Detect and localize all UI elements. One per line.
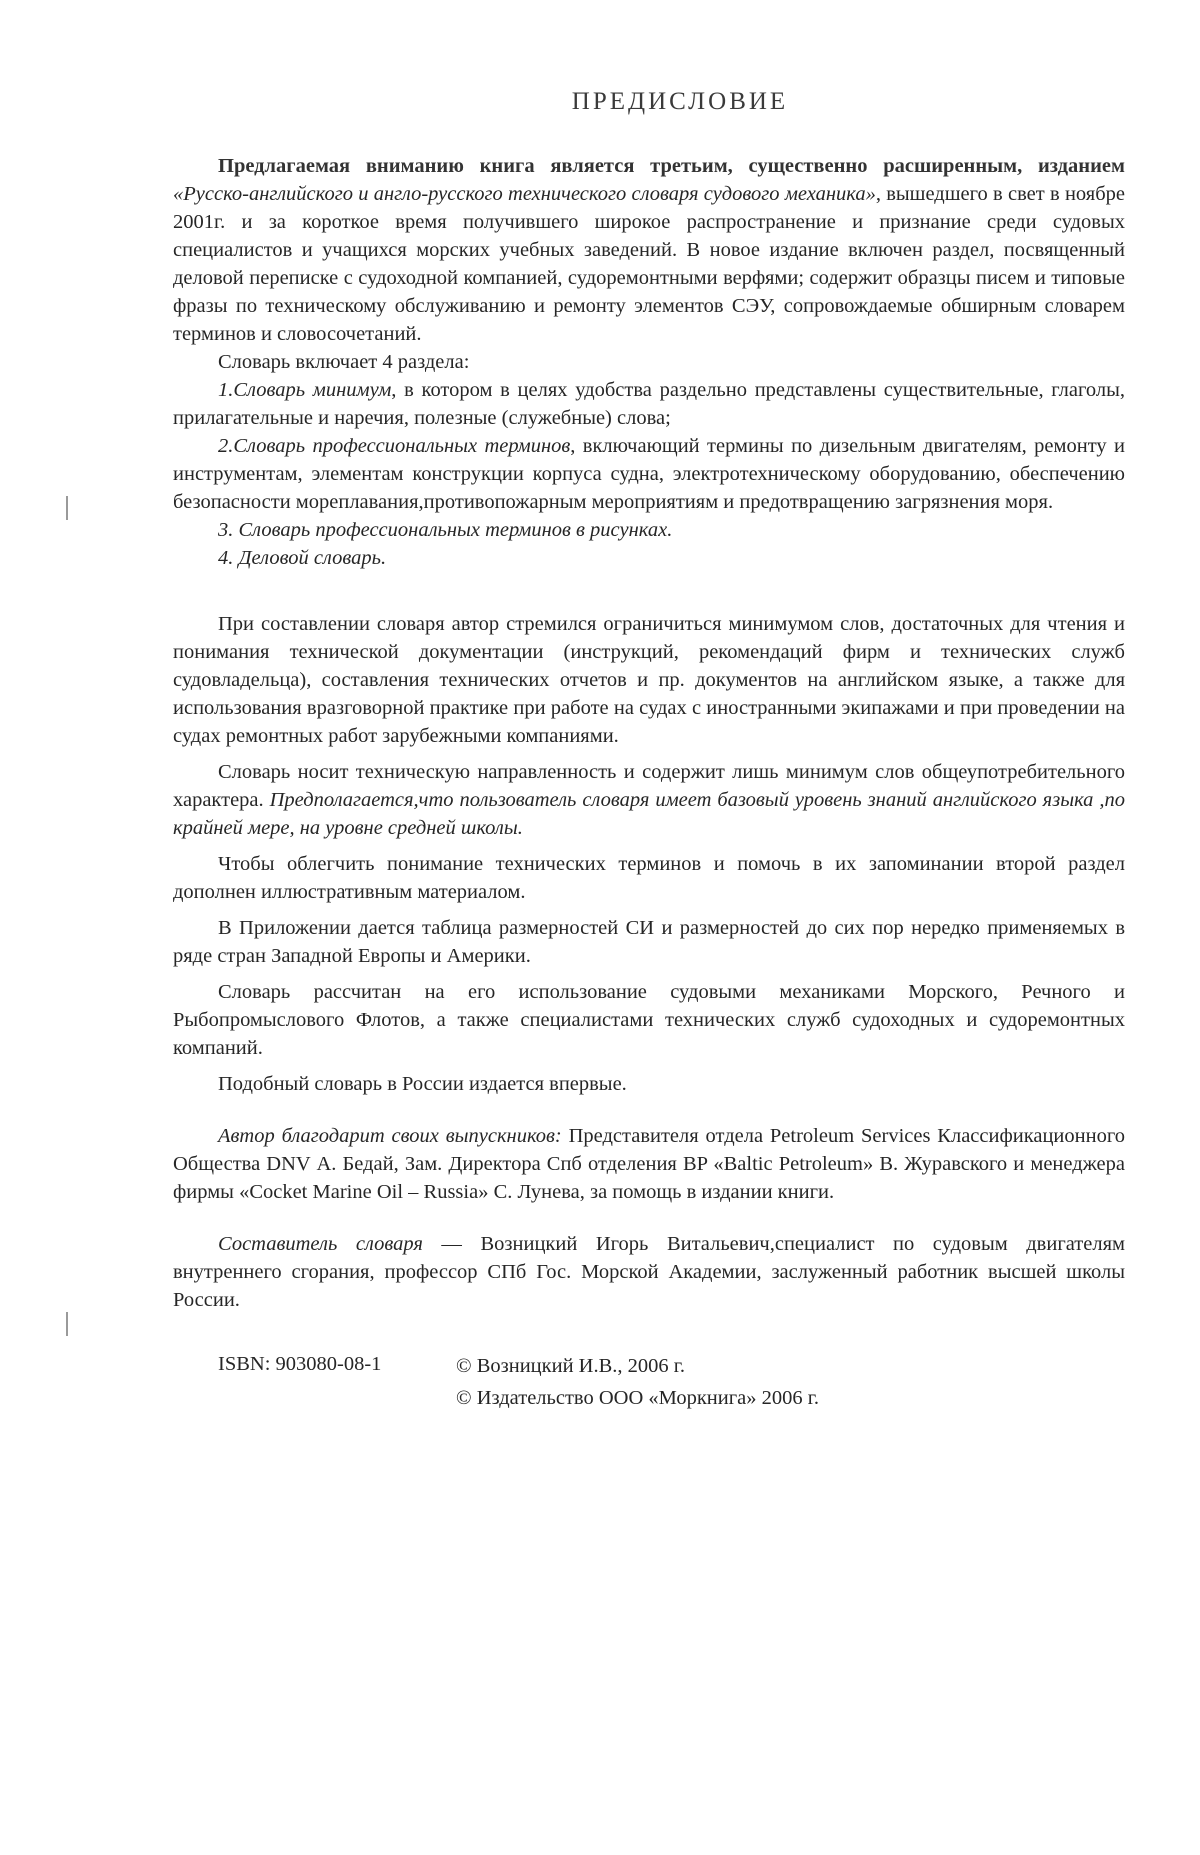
copyright-block [456, 1350, 819, 1414]
isbn-number: ISBN: 903080-08-1 [218, 1353, 382, 1375]
appendix-paragraph: В Приложении дается таблица размерностей СИ и размерностей до сих пор нередко применяемых в ряде стран Западной Европы и Америки. [173, 917, 1125, 967]
section-name: 1.Словарь минимум [218, 379, 392, 401]
section-name: 4. Деловой словарь. [218, 547, 387, 569]
section-desc: , в котором в целях удобства раздельно представлены существительные, глаголы, прилагательные и наречия, полезные (служебные) слова; [173, 379, 1125, 429]
scan-mark [66, 496, 68, 520]
technical-italic: Предполагается,что пользователь словаря имеет базовый уровень знаний английского языка ,по крайней мере, на уровне средней школы. [173, 789, 1125, 839]
section-name: 2.Словарь профессиональных терминов [218, 435, 571, 457]
compiler-paragraph [173, 1230, 1125, 1314]
thanks-plain: Представителя отдела Petroleum Services Классификационного Общества DNV А. Бедай, Зам. Директора Спб отделения BP «Baltic Petroleum» В. Журавского и менеджера фирмы «Cocket Marine Oil – Russia» С. Лунева, за помощь в издании книги. [173, 1125, 1125, 1203]
page-title: ПРЕДИСЛОВИЕ [571, 88, 789, 115]
illustration-paragraph: Чтобы облегчить понимание технических терминов и помочь в их запоминании второй раздел дополнен иллюстративным материалом. [173, 853, 1125, 903]
section-item [173, 544, 1125, 572]
thanks-italic: Автор благодарит своих выпускников: [218, 1125, 562, 1147]
preface-body [173, 152, 1125, 1420]
section-item [173, 516, 1125, 544]
scan-mark [66, 1312, 68, 1336]
sections-intro: Словарь включает 4 раздела: [218, 351, 470, 373]
imprint-block [173, 1350, 1125, 1420]
book-title: «Русско-английского и англо-русского технического словаря судового механика» [173, 183, 876, 205]
copyright-author: © Возницкий И.В., 2006 г. [456, 1355, 685, 1377]
section-item [173, 376, 1125, 432]
section-desc: , включающий термины по дизельным двигателям, ремонту и инструментам, элементам конструкции корпуса судна, электротехническому оборудованию, обеспечению безопасности мореплавания,противопожарным мероприятиям и предотвращению загрязнения моря. [173, 435, 1125, 513]
compiler-plain: — Возницкий Игорь Витальевич,специалист по судовым двигателям внутреннего сгорания, профессор СПб Гос. Морской Академии, заслуженный работник высшей школы России. [173, 1233, 1125, 1311]
audience-paragraph: Словарь рассчитан на его использование судовыми механиками Морского, Речного и Рыбопромыслового Флотов, а также специалистами технических служб судоходных и судоремонтных компаний. [173, 981, 1125, 1059]
thanks-paragraph [173, 1122, 1125, 1206]
compile-paragraph: При составлении словаря автор стремился ограничиться минимумом слов, достаточных для чтения и понимания технической документации (инструкций, рекомендаций фирм и технических служб судовладельца), составления технических отчетов и пр. документов на английском языке, а также для использования вразговорной практике при работе на судах с иностранными экипажами и при проведении на судах ремонтных работ зарубежными компаниями. [173, 613, 1125, 747]
intro-bold-text: Предлагаемая вниманию книга является третьим, существенно расширенным, изданием [218, 155, 1125, 177]
technical-plain: Словарь носит техническую направленность и содержит лишь минимум слов общеупотребительного характера. [173, 761, 1125, 811]
technical-paragraph [173, 758, 1125, 842]
section-item [173, 432, 1125, 516]
copyright-publisher: © Издательство ООО «Моркнига» 2006 г. [456, 1387, 819, 1409]
intro-paragraph [173, 152, 1125, 348]
section-name: 3. Словарь профессиональных терминов в рисунках. [218, 519, 673, 541]
first-edition-paragraph: Подобный словарь в России издается впервые. [218, 1073, 627, 1095]
compiler-italic: Составитель словаря [218, 1233, 423, 1255]
intro-rest-text: , вышедшего в свет в ноябре 2001г. и за короткое время получившего широкое распространение и признание среди судовых специалистов и учащихся морских учебных заведений. В новое издание включен раздел, посвященный деловой переписке с судоходной компанией, судоремонтными верфями; содержит образцы писем и типовые фразы по техническому обслуживанию и ремонту элементов СЭУ, сопровождаемые обширным словарем терминов и словосочетаний. [173, 183, 1125, 345]
